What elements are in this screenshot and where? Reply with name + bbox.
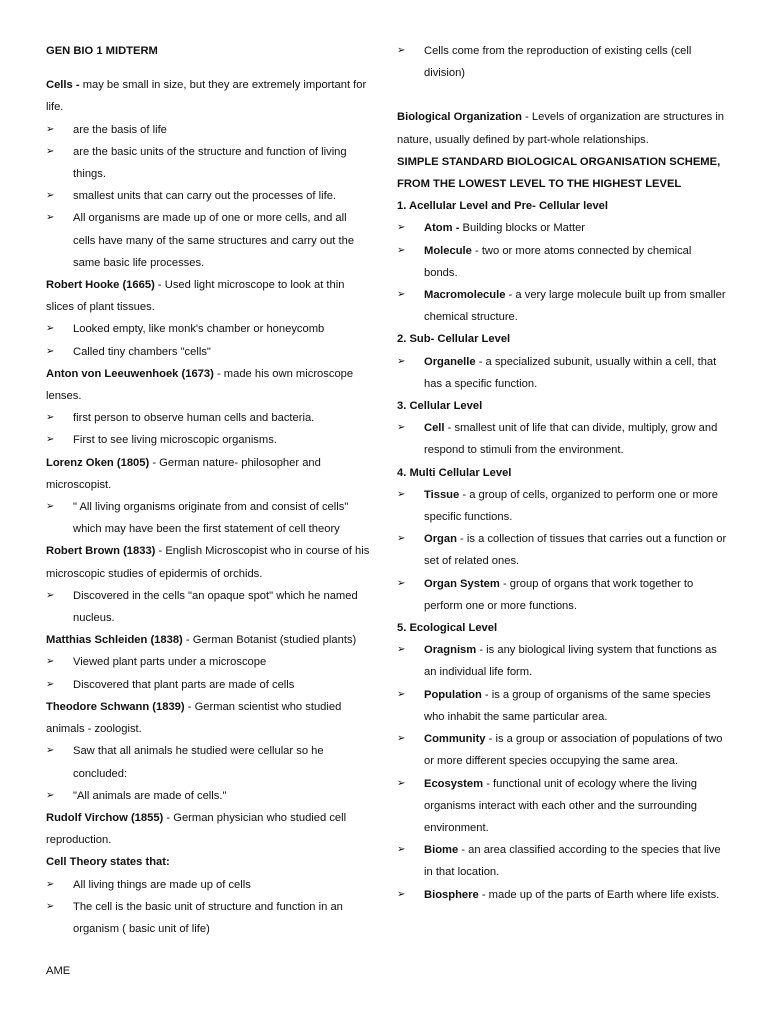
bold-term: Robert Hooke (1665) — [46, 279, 155, 292]
bold-term: Organelle — [424, 355, 476, 368]
bold-term: Organ — [424, 533, 457, 546]
bullet-item — [46, 674, 371, 696]
arrow-bullet-icon: ➢ — [397, 533, 406, 545]
bold-term: Anton von Leeuwenhoek (1673) — [46, 367, 214, 380]
body-text: first person to observe human cells and bacteria. — [73, 412, 315, 425]
body-text: - is a group of organisms of the same species who inhabit the same particular area. — [424, 688, 711, 723]
paragraph — [46, 851, 371, 873]
bullet-item — [397, 484, 727, 528]
arrow-bullet-icon: ➢ — [397, 45, 406, 56]
paragraph — [397, 106, 727, 150]
bold-term: 4. Multi Cellular Level — [397, 466, 512, 479]
body-text: Discovered in the cells "an opaque spot" which he named nucleus. — [73, 589, 358, 625]
bullet-item — [397, 417, 727, 461]
arrow-bullet-icon: ➢ — [46, 878, 55, 890]
body-text: Called tiny chambers "cells" — [73, 345, 211, 358]
right-column — [397, 40, 727, 906]
body-text: Looked empty, like monk's chamber or honeycomb — [73, 323, 325, 336]
bullet-item — [397, 639, 727, 683]
left-column-body — [46, 74, 371, 940]
paragraph — [46, 807, 371, 851]
body-text: smallest units that can carry out the processes of life. — [73, 190, 337, 203]
arrow-bullet-icon: ➢ — [46, 123, 55, 135]
bullet-item — [46, 785, 371, 807]
bold-term: Robert Brown (1833) — [46, 545, 156, 558]
bullet-item — [46, 119, 371, 141]
bullet-item — [46, 141, 371, 185]
arrow-bullet-icon: ➢ — [46, 323, 55, 335]
bold-term: Cell Theory states that: — [46, 856, 170, 869]
bold-term: Biome — [424, 844, 459, 857]
body-text: - made his own microscope lenses. — [46, 367, 354, 403]
body-text: - functional unit of ecology where the living organisms interact with each other and the surrounding environment. — [424, 777, 698, 834]
bullet-item — [397, 773, 727, 840]
body-text: - is any biological living system that functions as an individual life form. — [424, 644, 717, 679]
bold-term: Cell — [424, 422, 445, 435]
bold-term: Organ System — [424, 577, 500, 590]
body-text: First to see living microscopic organisms. — [73, 434, 277, 447]
bullet-item — [397, 284, 727, 328]
bullet-item — [46, 185, 371, 207]
bold-term: Biological Organization — [397, 111, 522, 124]
arrow-bullet-icon: ➢ — [397, 888, 406, 900]
paragraph — [46, 629, 371, 651]
arrow-bullet-icon: ➢ — [46, 589, 55, 601]
bold-term: SIMPLE STANDARD BIOLOGICAL ORGANISATION SCHEME, FROM THE LOWEST LEVEL TO THE HIGHEST LEVEL — [397, 155, 721, 191]
bullet-item — [46, 496, 371, 540]
arrow-bullet-icon: ➢ — [397, 289, 406, 301]
body-text: are the basis of life — [73, 123, 167, 136]
bullet-item — [46, 318, 371, 340]
arrow-bullet-icon: ➢ — [397, 422, 406, 434]
bullet-item — [397, 839, 727, 883]
body-text: are the basic units of the structure and function of living things. — [73, 145, 347, 181]
bold-term: Molecule — [424, 244, 472, 257]
body-text: - Levels of organization are structures in nature, usually defined by part-whole relationships. — [397, 111, 725, 146]
arrow-bullet-icon: ➢ — [46, 900, 55, 912]
body-text: - is a collection of tissues that carries out a function or set of related ones. — [424, 533, 727, 568]
arrow-bullet-icon: ➢ — [397, 355, 406, 367]
paragraph — [397, 328, 727, 350]
arrow-bullet-icon: ➢ — [46, 434, 55, 446]
arrow-bullet-icon: ➢ — [46, 345, 55, 357]
bullet-item — [397, 573, 727, 617]
bullet-item — [46, 740, 371, 784]
body-text: may be small in size, but they are extremely important for life. — [46, 79, 367, 114]
body-text: "All animals are made of cells." — [73, 789, 227, 802]
bullet-item — [46, 429, 371, 451]
bullet-item — [397, 351, 727, 395]
bold-term: Macromolecule — [424, 289, 506, 302]
bullet-item — [397, 728, 727, 772]
page-footer: AME — [46, 965, 71, 977]
arrow-bullet-icon: ➢ — [397, 244, 406, 256]
body-text: - a specialized subunit, usually within a cell, that has a specific function. — [424, 355, 717, 390]
body-text: - German nature- philosopher and microscopist. — [46, 456, 321, 491]
bold-term: Theodore Schwann (1839) — [46, 700, 185, 713]
body-text: - German Botanist (studied plants) — [182, 634, 357, 647]
bold-term: Population — [424, 688, 482, 701]
right-column-body — [397, 40, 727, 906]
paragraph — [397, 617, 727, 639]
paragraph — [46, 540, 371, 584]
bullet-item — [46, 874, 371, 896]
body-text: Discovered that plant parts are made of cells — [73, 678, 295, 691]
bullet-item — [397, 40, 727, 84]
body-text: - a very large molecule built up from smaller chemical structure. — [424, 289, 726, 324]
body-text: - is a group or association of populations of two or more different species occupying the same area. — [424, 733, 723, 768]
paragraph — [46, 363, 371, 407]
arrow-bullet-icon: ➢ — [46, 745, 55, 757]
arrow-bullet-icon: ➢ — [46, 678, 55, 690]
bullet-item — [46, 896, 371, 940]
bold-term: Atom - — [424, 222, 463, 235]
paragraph — [397, 151, 727, 195]
body-text: All organisms are made up of one or more cells, and all cells have many of the same structures and carry out the same basic life processes. — [73, 212, 355, 269]
arrow-bullet-icon: ➢ — [46, 412, 55, 424]
left-column — [46, 40, 371, 940]
bold-term: Tissue — [424, 488, 460, 501]
title-spacer — [46, 62, 371, 74]
arrow-bullet-icon: ➢ — [397, 733, 406, 745]
body-text: Saw that all animals he studied were cellular so he concluded: — [73, 745, 324, 780]
body-text: - Used light microscope to look at thin slices of plant tissues. — [46, 279, 345, 314]
body-text: - group of organs that work together to perform one or more functions. — [424, 577, 694, 612]
bold-term: 5. Ecological Level — [397, 622, 498, 635]
arrow-bullet-icon: ➢ — [46, 190, 55, 202]
bold-term: Biosphere — [424, 888, 479, 901]
paragraph — [46, 452, 371, 496]
paragraph-spacer — [397, 84, 727, 106]
body-text: Building blocks or Matter — [462, 222, 586, 235]
arrow-bullet-icon: ➢ — [46, 656, 55, 668]
paragraph — [397, 462, 727, 484]
bullet-item — [397, 528, 727, 572]
bullet-item — [397, 217, 727, 239]
bullet-item — [397, 684, 727, 728]
body-text: - German physician who studied cell reproduction. — [46, 811, 347, 847]
bullet-item — [46, 585, 371, 629]
arrow-bullet-icon: ➢ — [46, 145, 55, 157]
document-title: GEN BIO 1 MIDTERM — [46, 45, 158, 57]
bold-term: Lorenz Oken (1805) — [46, 456, 150, 469]
body-text: " All living organisms originate from and consist of cells" which may have been the first statement of cell theory — [73, 501, 349, 536]
arrow-bullet-icon: ➢ — [46, 789, 55, 801]
bullet-item — [397, 884, 727, 906]
bold-term: 1. Acellular Level and Pre- Cellular level — [397, 200, 608, 213]
body-text: - two or more atoms connected by chemical bonds. — [424, 244, 692, 279]
body-text: - German scientist who studied animals - zoologist. — [46, 700, 342, 736]
body-text: - made up of the parts of Earth where life exists. — [478, 888, 720, 901]
body-text: Cells come from the reproduction of existing cells (cell division) — [424, 45, 692, 80]
arrow-bullet-icon: ➢ — [397, 644, 406, 656]
body-text: - a group of cells, organized to perform one or more specific functions. — [424, 488, 718, 524]
bold-term: 3. Cellular Level — [397, 400, 483, 413]
bullet-item — [46, 341, 371, 363]
bold-term: Community — [424, 733, 486, 746]
bold-term: Matthias Schleiden (1838) — [46, 634, 183, 647]
bold-term: Ecosystem — [424, 777, 484, 790]
paragraph — [46, 696, 371, 740]
arrow-bullet-icon: ➢ — [397, 577, 406, 589]
paragraph — [397, 395, 727, 417]
arrow-bullet-icon: ➢ — [397, 222, 406, 234]
body-text: - an area classified according to the species that live in that location. — [424, 844, 721, 879]
body-text: - English Microscopist who in course of his microscopic studies of epidermis of orchids. — [46, 545, 370, 580]
paragraph — [397, 195, 727, 217]
bold-term: Cells - — [46, 79, 83, 92]
arrow-bullet-icon: ➢ — [397, 688, 406, 700]
body-text: Viewed plant parts under a microscope — [73, 656, 267, 669]
arrow-bullet-icon: ➢ — [46, 212, 55, 224]
bold-term: Oragnism — [424, 644, 477, 657]
arrow-bullet-icon: ➢ — [397, 844, 406, 856]
arrow-bullet-icon: ➢ — [397, 488, 406, 500]
bullet-item — [46, 207, 371, 274]
paragraph — [46, 74, 371, 118]
paragraph — [46, 274, 371, 318]
bullet-item — [397, 240, 727, 284]
arrow-bullet-icon: ➢ — [46, 501, 55, 513]
body-text: All living things are made up of cells — [73, 878, 251, 891]
bullet-item — [46, 407, 371, 429]
arrow-bullet-icon: ➢ — [397, 777, 406, 789]
bullet-item — [46, 651, 371, 673]
body-text: - smallest unit of life that can divide, multiply, grow and respond to stimuli from the environment. — [424, 422, 718, 457]
bold-term: 2. Sub- Cellular Level — [397, 333, 511, 346]
bold-term: Rudolf Virchow (1855) — [46, 811, 164, 824]
body-text: The cell is the basic unit of structure and function in an organism ( basic unit of life) — [73, 900, 343, 935]
